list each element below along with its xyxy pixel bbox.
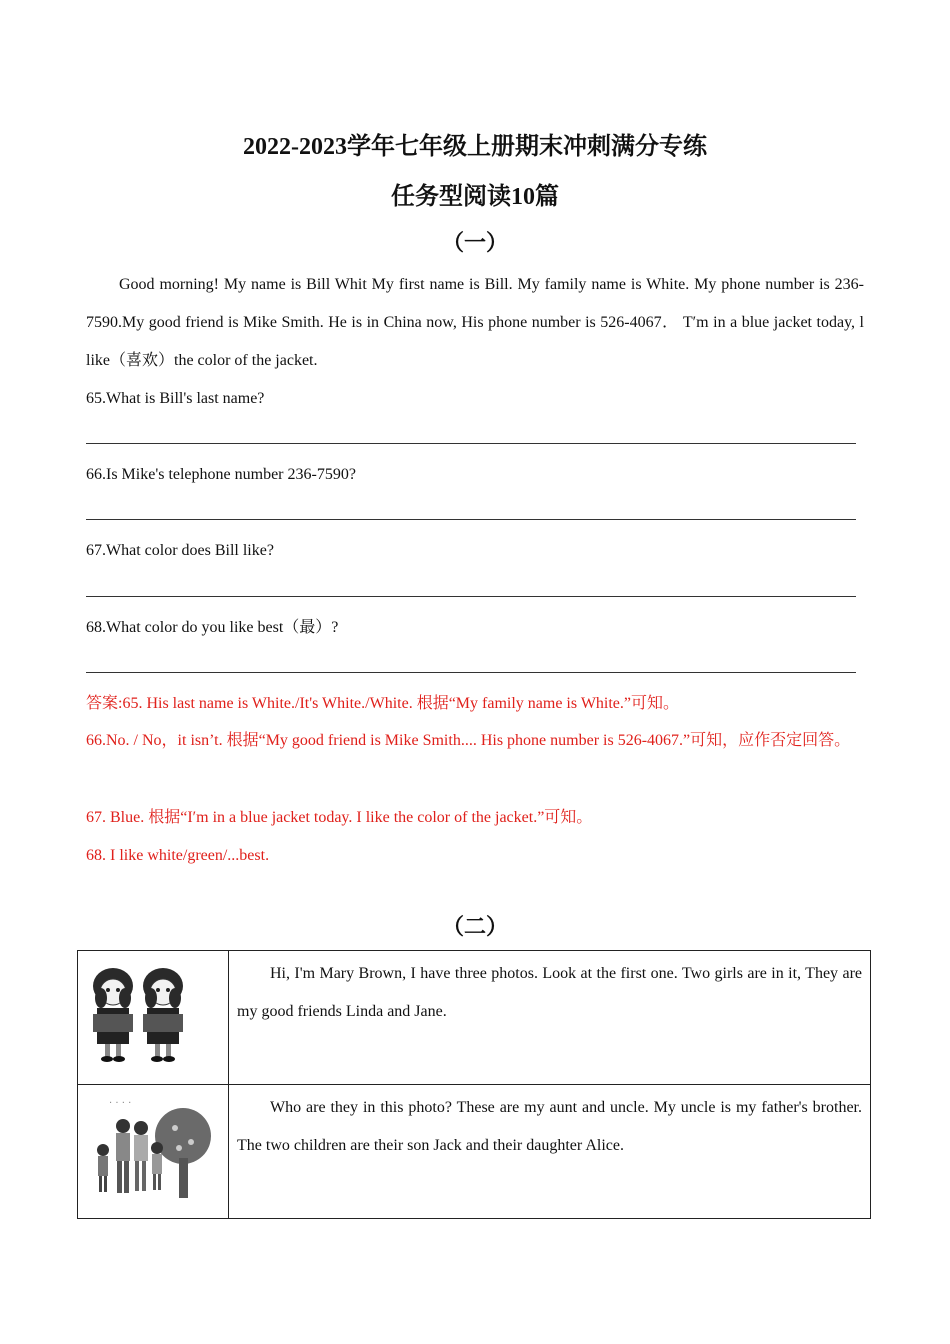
reading-passage: Good morning! My name is Bill Whit My first name is Bill. My family name is White. My phone number is 236-7590.My good friend is Mike Smith. He is in China now, His phone number is 526-4067． T′m in a blue jacket today, l like（喜欢）the color of the jacket. (86, 276, 864, 369)
answer-line (86, 672, 856, 673)
table-row (78, 951, 871, 1085)
two-girls-illustration (79, 952, 227, 1078)
section-heading-1: （一） (441, 230, 508, 255)
section-heading-2: （二） (441, 914, 508, 939)
question-65: 65.What is Bill's last name? (86, 390, 265, 407)
answer-68: 68. I like white/green/...best. (86, 847, 270, 864)
answer-line (86, 519, 856, 520)
document-title: 2022-2023学年七年级上册期末冲刺满分专练 (243, 134, 707, 160)
question-67: 67.What color does Bill like? (86, 542, 274, 559)
document-subtitle: 任务型阅读10篇 (391, 184, 559, 210)
family-illustration (79, 1086, 227, 1212)
answer-67: 67. Blue. 根据“I′m in a blue jacket today. I like the color of the jacket.”可知。 (86, 809, 593, 826)
photo-description-2: Who are they in this photo? These are my aunt and uncle. My uncle is my father's brother. The two children are their son Jack and their daughter Alice. (229, 1085, 871, 1219)
photo-cell (78, 951, 229, 1085)
answer-line (86, 443, 856, 444)
photo-description-1: Hi, I'm Mary Brown, I have three photos. Look at the first one. Two girls are in it, They are my good friends Linda and Jane. (229, 951, 871, 1085)
answer-66: 66.No. / No，it isn’t. 根据“My good friend is Mike Smith.... His phone number is 526-4067.”可知，应作否定回答。 (86, 732, 851, 749)
photo-table (77, 950, 871, 1219)
svg-text:· · · ·: · · · · (109, 1098, 132, 1109)
answer-65: 答案:65. His last name is White./It's White./White. 根据“My family name is White.”可知。 (86, 695, 680, 712)
answer-line (86, 596, 856, 597)
question-66: 66.Is Mike's telephone number 236-7590? (86, 466, 356, 483)
question-68: 68.What color do you like best（最）? (86, 619, 339, 636)
photo-cell (78, 1085, 229, 1219)
table-row (78, 1085, 871, 1219)
